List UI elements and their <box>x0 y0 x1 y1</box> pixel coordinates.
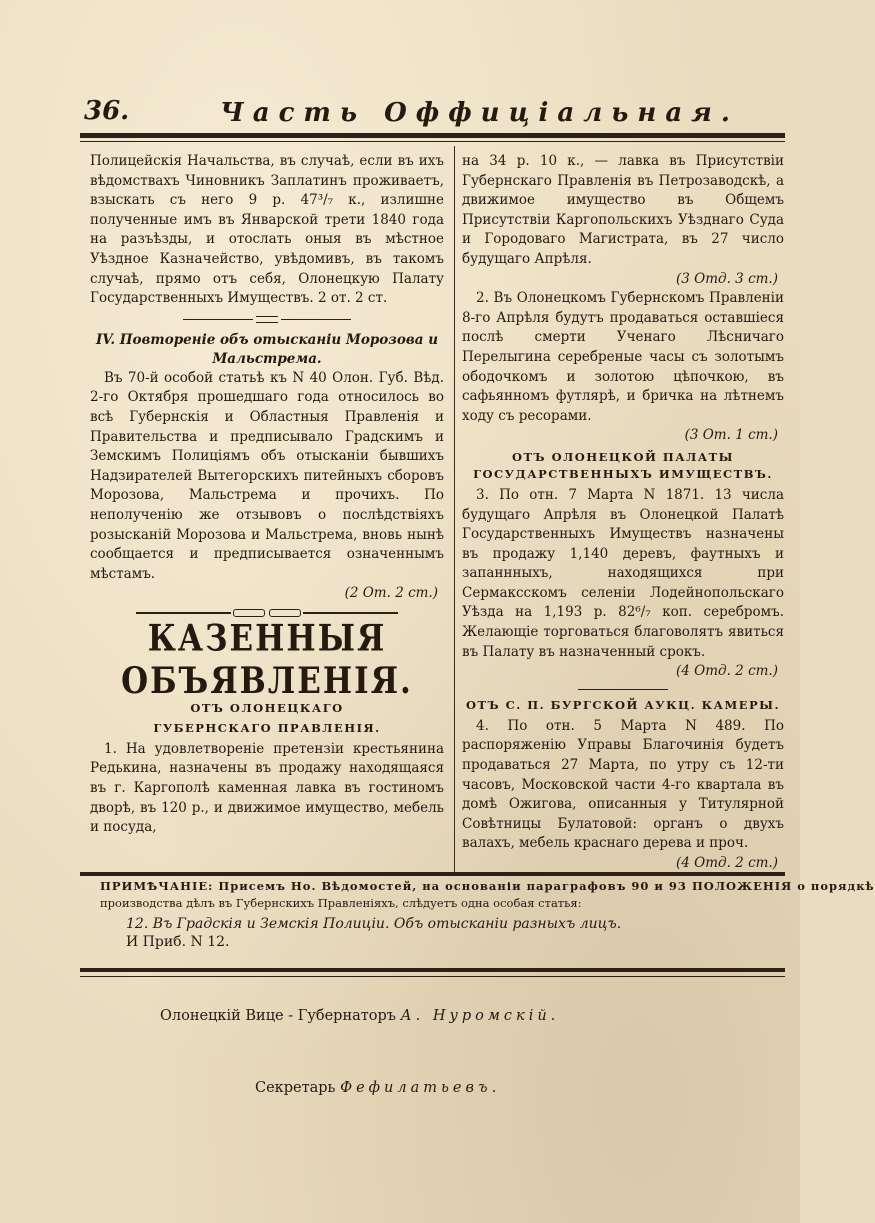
ornament-divider <box>90 313 444 327</box>
note-bottom-rule <box>80 968 785 972</box>
right-paragraph-2-signoff: (3 От. 1 ст.) <box>684 427 778 444</box>
right-paragraph-4-signoff: (4 Отд. 2 ст.) <box>676 855 778 871</box>
subhead-governorate-board: ГУБЕРНСКАГО ПРАВЛЕНІЯ. <box>153 720 381 735</box>
note-reference-line-1: 12. Въ Градскія и Земскія Полиціи. Объ отысканіи разныхъ лицъ. <box>126 916 622 932</box>
right-paragraph-3-signoff: (4 Отд. 2 ст.) <box>676 663 778 680</box>
note-bottom-rule-thin <box>80 976 785 977</box>
note-reference <box>126 915 766 951</box>
secretary-signature <box>255 1080 855 1096</box>
left-paragraph-2-signoff: (2 От. 2 ст.) <box>344 585 438 602</box>
page-number: 36. <box>84 96 130 126</box>
note-reference-line-2: И Приб. N 12. <box>126 934 230 950</box>
governor-title: Олонецкій Вице - Губернаторъ <box>160 1008 397 1024</box>
secretary-title: Секретарь <box>255 1080 336 1096</box>
right-paragraph-1-signoff: (3 Отд. 3 ст.) <box>676 270 778 287</box>
ornament-divider-2 <box>90 608 444 618</box>
header-rule-thin <box>80 141 785 142</box>
note-block <box>100 878 875 912</box>
governor-signature <box>160 1008 760 1024</box>
right-column <box>462 152 784 874</box>
page-header <box>80 96 739 136</box>
short-rule <box>578 689 668 690</box>
left-column <box>90 152 444 838</box>
note-line-1: ПРИМѢЧАНІЕ: Присемъ Но. Вѣдомостей, на основаніи параграфовъ 90 и 93 ПОЛОЖЕНІЯ о порядкѣ <box>100 879 875 893</box>
running-title: Часть Оффиціальная. <box>220 98 739 128</box>
right-paragraph-2: 2. Въ Олонецкомъ Губернскомъ Правленіи 8-го Апрѣля будутъ продаваться оставшіеся послѣ смерти Ученаго Лѣсничаго Перелыгина серебреные часы съ золотымъ ободочкомъ и золотою цѣпочкою, въ сафьянномъ футлярѣ, и бричка на лѣтнемъ ходу съ ресорами. <box>462 290 784 424</box>
left-paragraph-1: Полицейскія Начальства, въ случаѣ, если въ ихъ вѣдомствахъ Чиновникъ Заплатинъ проживаетъ, взыскать съ него 9 р. 47³/₇ к., излишне полученные имъ въ Январской трети 1840 года на разъѣзды, и отослать оныя въ мѣстное Уѣздное Казначейство, увѣдомивъ, въ такомъ случаѣ, прямо отъ себя, Олонецкую Палату Государственныхъ Имуществъ. 2 от. 2 ст. <box>90 153 444 307</box>
governor-name: А. Нуромскій. <box>400 1008 560 1024</box>
left-paragraph-3: 1. На удовлетвореніе претензіи крестьянина Редькина, назначены въ продажу находящаяся въ г. Каргополѣ каменная лавка въ гостиномъ дворѣ, въ 120 р., и движимое имущество, мебель и посуда, <box>90 740 444 836</box>
subhead-state-property-chamber: ОТЪ ОЛОНЕЦКОЙ ПАЛАТЫ ГОСУДАРСТВЕННЫХЪ ИМУЩЕСТВЪ. <box>473 449 773 481</box>
subhead-auction-chamber: ОТЪ С. П. БУРГСКОЙ АУКЦ. КАМЕРЫ. <box>466 697 780 712</box>
columns-bottom-rule <box>80 872 785 876</box>
column-divider <box>454 146 455 872</box>
note-line-2: производства дѣлъ въ Губернскихъ Правленіяхъ, слѣдуетъ одна особая статья: <box>100 896 582 910</box>
announcements-heading: КАЗЕННЫЯ ОБЪЯВЛЕНІЯ. <box>121 617 413 703</box>
left-paragraph-2: Въ 70-й особой статьѣ къ N 40 Олон. Губ. Вѣд. 2-го Октября прошедшаго года относилось во всѣ Губернскія и Областныя Правленія и Правительства и предписывало Градскимъ и Земскимъ Полиціямъ объ отысканіи бывшихъ Надзирателей Вытегорскихъ питейныхъ сборовъ Морозова, Мальстрема и прочихъ. По неполученію же отзывовъ о послѣдствіяхъ розысканій Морозова и Мальстрема, вновь нынѣ сообщается и предписывается означеннымъ мѣстамъ. <box>90 369 444 582</box>
right-paragraph-3: 3. По отн. 7 Марта N 1871. 13 числа будущаго Апрѣля въ Олонецкой Палатѣ Государственныхъ Имуществъ назначены въ продажу 1,140 деревъ, фаутныхъ и запаннныхъ, находящихся при Сермаксскомъ селеніи Лодейнопольскаго Уѣзда на 1,193 р. 82⁶/₇ коп. серебромъ. Желающіе торговаться благоволятъ явиться въ Палату въ назначенный срокъ. <box>462 486 784 660</box>
subhead-from-olonets: ОТЪ ОЛОНЕЦКАГО <box>190 700 344 715</box>
section-iv-title: IV. Повтореніе объ отысканіи Морозова и Мальстрема. <box>95 331 439 367</box>
header-rule-thick <box>80 133 785 138</box>
right-paragraph-1: на 34 р. 10 к., — лавка въ Присутствіи Губернскаго Правленія въ Петрозаводскѣ, а движимое имущество въ Общемъ Присутствіи Каргопольскихъ Уѣзднаго Суда и Городоваго Магистрата, въ 27 число будущаго Апрѣля. <box>462 153 784 267</box>
right-paragraph-4: 4. По отн. 5 Марта N 489. По распоряженію Управы Благочинія будетъ продаваться 27 Марта, по утру съ 12-ти часовъ, Московской части 4-го квартала въ домѣ Ожигова, описанныя у Титулярной Совѣтницы Булатовой: органъ о двухъ валахъ, мебель краснаго дерева и проч. <box>462 717 784 852</box>
secretary-name: Фефилатьевъ. <box>340 1080 501 1096</box>
